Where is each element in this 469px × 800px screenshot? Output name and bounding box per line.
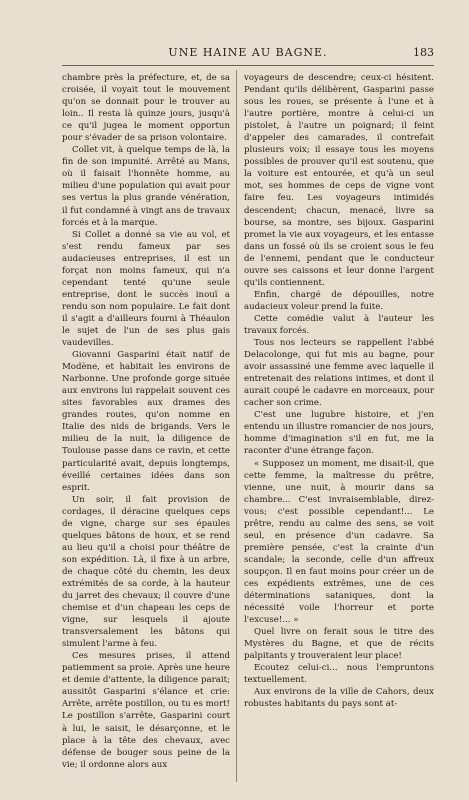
paragraph: chambre près la préfecture, et, de sa croisée, il voyait tout le mouvement qu'on se donnait pour le trouver au loin.. Il resta là quinze jours, jusqu'à ce qu'il jugea le moment opportun pour s'évader de sa prison volontaire. bbox=[62, 73, 230, 144]
paragraph: Si Collet a donné sa vie au vol, et s'est rendu fameux par ses audacieuses entreprises, il est un forçat non moins fameux, qui n'a cependant tenté qu'une seule entreprise, dont le succès inouï a rendu son nom populaire. Le fait dont il s'agit a d'ailleurs fourni à Théaulon le sujet de l'un de ses plus gais vaudevilles. bbox=[62, 229, 230, 349]
paragraph: « Supposez un moment, me disait-il, que cette femme, la maîtresse du prêtre, vienne, une nuit, à mourir dans sa chambre... C'est invraisemblable, direz-vous; c'est possible cependant!... Le prêtre, rendu au calme des sens, se voit seul, en présence d'un cadavre. Sa première pensée, c'est la crainte d'un scandale; la seconde, celle d'un affreux soupçon. Il en faut moins pour créer un de ces expédients extrêmes, une de ces déterminations sataniques, dont la nécessité voile l'horreur et porte l'excuse!... » bbox=[244, 458, 434, 626]
page-number: 183 bbox=[413, 46, 434, 59]
paragraph: C'est une lugubre histoire, et j'en entendu un illustre romancier de nos jours, homme d'imagination s'il en fut, me la raconter d'une étrange façon. bbox=[244, 410, 434, 457]
left-column bbox=[62, 72, 230, 782]
paragraph: Quel livre on ferait sous le titre des Mystères du Bagne, et que de récits palpitants y trouveraient leur place! bbox=[244, 627, 434, 662]
paragraph: Enfin, chargé de dépouilles, notre audacieux voleur prend la fuite. bbox=[244, 289, 434, 312]
paragraph: Ecoutez celui-ci... nous l'empruntons textuellement. bbox=[244, 663, 434, 686]
paragraph: Un soir, il fait provision de cordages, il déracine quelques ceps de vigne, charge sur ses épaules quelques bâtons de houx, et se rend au lieu qu'il a choisi pour théâtre de son expédition. Là, il fixe à un arbre, de chaque côté du chemin, les deux extrémités de sa corde, à la hauteur du jarret des chevaux; il couvre d'une chemise et d'un chapeau les ceps de vigne, sur lesquels il ajoute transversalement les bâtons qui simulent l'arme à feu. bbox=[62, 494, 230, 650]
paragraph: Cette comédie valut à l'auteur les travaux forcés. bbox=[244, 313, 434, 336]
paragraph: Tous nos lecteurs se rappellent l'abbé Delacolonge, qui fut mis au bagne, pour avoir assassiné une femme avec laquelle il entretenait des relations intimes, et dont il aurait coupé le cadavre en morceaux, pour cacher son crime. bbox=[244, 338, 434, 409]
paragraph: Ces mesures prises, il attend patiemment sa proie. Après une heure et demie d'attente, la diligence parait; aussitôt Gasparini s'élance et crie: Arrête, arrête postillon, ou tu es mort! Le postillon s'arrête, Gasparini court à lui, le saisit, le désarçonne, et le place à la tête des chevaux, avec défense de bouger sous peine de la vie; il ordonne alors aux bbox=[62, 651, 230, 770]
running-title: UNE HAINE AU BAGNE. bbox=[168, 46, 328, 59]
paragraph: Collet vit, à quelque temps de là, la fin de son impunité. Arrêté au Mans, où il faisait l'honnête homme, au milieu d'une population qui avait pour ses vertus la plus grande vénération, il fut condamné à vingt ans de travaux forcés et à la marque. bbox=[62, 145, 230, 228]
paragraph: Aux environs de la ville de Cahors, deux robustes habitants du pays sont at- bbox=[244, 687, 434, 710]
paragraph: Giovanni Gasparini était natif de Modène, et habitait les environs de Narbonne. Une profonde gorge située aux environs lui rappelait souvent ces sites favorables aux drames des grandes routes, qu'on nomme en Italie des nids de brigands. Vers le milieu de la nuit, la diligence de Toulouse passe dans ce ravin, et cette particularité avait, depuis longtemps, éveillé certaines idées dans son esprit. bbox=[62, 350, 230, 493]
page-header bbox=[62, 46, 434, 62]
paragraph: voyageurs de descendre; ceux-ci hésitent. Pendant qu'ils délibèrent, Gasparini passe sous les roues, se présente à l'une et à l'autre portière, montre à celui-ci un pistolet, à l'autre un poignard; il feint d'appeler des camarades, il contrefait plusieurs voix; il essaye tous les moyens possibles de prouver qu'il est soutenu, que la voiture est entourée, et qu'à un seul mot, ses hommes de ceps de vigne vont faire feu. Les voyageurs intimidés descendent; chacun, menacé, livre sa bourse, sa montre, ses bijoux. Gasparini promet la vie aux voyageurs, et les entasse dans un fossé où ils se croient sous le feu de l'ennemi, pendant que le conducteur ouvre ses caissons et leur donne l'argent qu'ils contiennent. bbox=[244, 73, 434, 288]
right-column bbox=[244, 72, 434, 782]
column-divider bbox=[236, 70, 237, 782]
header-rule bbox=[62, 65, 434, 66]
